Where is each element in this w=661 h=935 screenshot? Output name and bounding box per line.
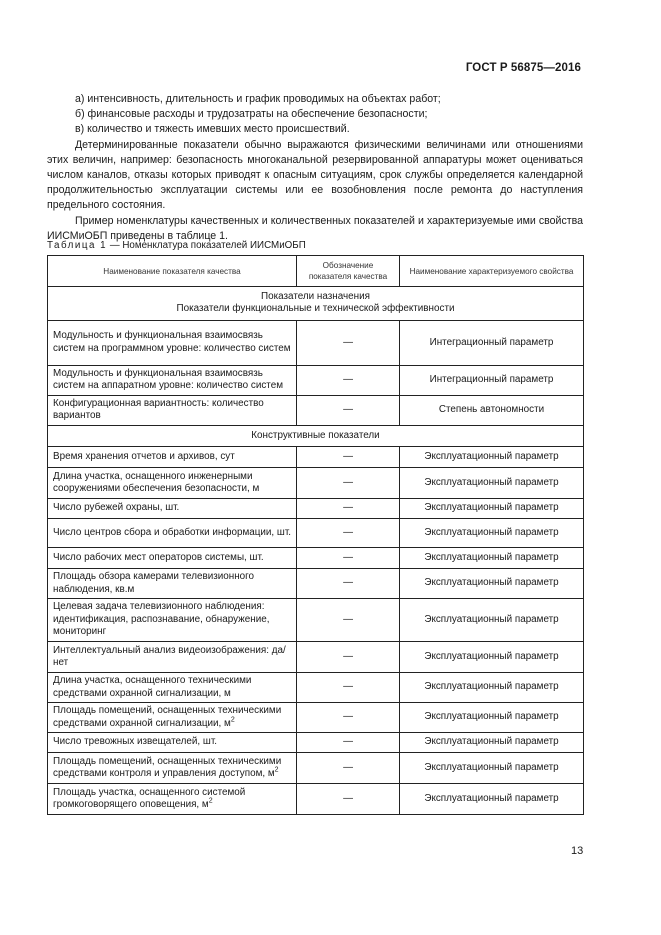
cell-indicator-symbol: — xyxy=(297,519,400,548)
unit-superscript: 2 xyxy=(230,716,235,724)
cell-property-name: Эксплуатационный параметр xyxy=(400,569,584,599)
cell-indicator-symbol: — xyxy=(297,784,400,815)
body-text xyxy=(47,92,583,244)
indicator-name-text: Конфигурационная вариантность: количество вариантов xyxy=(53,397,264,422)
table-caption-text: — Номенклатура показателей ИИСМиОБП xyxy=(107,240,306,251)
cell-property-name: Эксплуатационный параметр xyxy=(400,784,584,815)
section-heading-text: Показатели назначения xyxy=(261,291,370,302)
cell-indicator-symbol: — xyxy=(297,733,400,753)
table-row xyxy=(48,365,584,395)
cell-indicator-name xyxy=(48,320,297,365)
list-item-c: в) количество и тяжесть имевших место происшествий. xyxy=(75,123,350,136)
cell-indicator-symbol: — xyxy=(297,548,400,569)
table-row xyxy=(48,753,584,784)
indicator-name-text: Интеллектуальный анализ видеоизображения: да/нет xyxy=(53,644,286,669)
table-caption-label: Таблица 1 xyxy=(47,240,108,251)
unit-superscript: 2 xyxy=(274,766,279,774)
cell-indicator-symbol: — xyxy=(297,753,400,784)
cell-property-name: Эксплуатационный параметр xyxy=(400,499,584,519)
cell-property-name: Эксплуатационный параметр xyxy=(400,753,584,784)
table-section-row xyxy=(48,425,584,446)
table-row xyxy=(48,395,584,425)
indicator-name-text: Число центров сбора и обработки информации, шт. xyxy=(53,526,291,538)
table-row xyxy=(48,599,584,642)
cell-property-name: Эксплуатационный параметр xyxy=(400,703,584,733)
list-item-b: б) финансовые расходы и трудозатраты на обеспечение безопасности; xyxy=(75,108,428,121)
indicator-name-text: Длина участка, оснащенного техническими средствами охранной сигнализации, м xyxy=(53,675,252,699)
indicator-name-text: Площадь участка, оснащенного системой громкоговорящего оповещения, м xyxy=(53,786,246,811)
indicator-name-text: Время хранения отчетов и архивов, сут xyxy=(53,450,235,462)
cell-property-name: Эксплуатационный параметр xyxy=(400,468,584,499)
cell-indicator-name xyxy=(48,519,297,548)
cell-indicator-symbol: — xyxy=(297,468,400,499)
table-row xyxy=(48,468,584,499)
cell-indicator-name xyxy=(48,703,297,733)
cell-property-name: Эксплуатационный параметр xyxy=(400,642,584,673)
table-row xyxy=(48,569,584,599)
section-heading xyxy=(48,425,584,446)
cell-indicator-symbol: — xyxy=(297,365,400,395)
cell-indicator-name xyxy=(48,673,297,703)
table-caption xyxy=(47,240,306,251)
table-section-row xyxy=(48,287,584,321)
table-header-row xyxy=(48,256,584,287)
table-row xyxy=(48,673,584,703)
cell-indicator-name xyxy=(48,599,297,642)
header-indicator-symbol: Обозначение показателя качества xyxy=(297,256,400,287)
cell-property-name: Интеграционный параметр xyxy=(400,320,584,365)
table-row xyxy=(48,784,584,815)
indicator-name-text: Площадь обзора камерами телевизионного наблюдения, кв.м xyxy=(53,571,255,595)
table-row xyxy=(48,519,584,548)
cell-indicator-symbol: — xyxy=(297,642,400,673)
cell-indicator-symbol: — xyxy=(297,703,400,733)
page-number: 13 xyxy=(571,845,584,857)
cell-indicator-name xyxy=(48,784,297,815)
cell-indicator-symbol: — xyxy=(297,499,400,519)
paragraph-determined: Детерминированные показатели обычно выражаются физическими величинами или отношениями этих величин, например: безопасность многоканальной резервированной аппаратуры может оцениваться числом каналов, отказы которых приводят к опасным ситуациям, срок службы определяется календарной продолжительностью эксплуатации системы или ее возобновления после ремонта до наступления предельного состояния. xyxy=(47,138,583,212)
header-indicator-name: Наименование показателя качества xyxy=(48,256,297,287)
table-row xyxy=(48,447,584,468)
indicator-name-text: Число рубежей охраны, шт. xyxy=(53,502,180,514)
cell-property-name: Эксплуатационный параметр xyxy=(400,733,584,753)
cell-property-name: Эксплуатационный параметр xyxy=(400,599,584,642)
unit-superscript: 2 xyxy=(208,797,213,805)
cell-indicator-symbol: — xyxy=(297,599,400,642)
cell-indicator-name xyxy=(48,569,297,599)
cell-indicator-symbol: — xyxy=(297,569,400,599)
cell-indicator-name xyxy=(48,499,297,519)
cell-property-name: Степень автономности xyxy=(400,395,584,425)
cell-indicator-name xyxy=(48,468,297,499)
cell-indicator-symbol: — xyxy=(297,447,400,468)
indicator-name-text: Площадь помещений, оснащенных техническими средствами охранной сигнализации, м xyxy=(53,705,282,729)
section-heading xyxy=(48,287,584,321)
cell-indicator-symbol: — xyxy=(297,673,400,703)
indicator-name-text: Число тревожных извещателей, шт. xyxy=(53,736,218,748)
table-row xyxy=(48,320,584,365)
nomenclature-table xyxy=(47,255,584,815)
cell-indicator-symbol: — xyxy=(297,395,400,425)
indicator-name-text: Модульность и функциональная взаимосвязь систем на аппаратном уровне: количество систем xyxy=(53,367,283,392)
paragraph-example: Пример номенклатуры качественных и количественных показателей и характеризуемые ими свойства ИИСМиОБП приведены в таблице 1. xyxy=(47,214,583,242)
table-row xyxy=(48,642,584,673)
cell-indicator-name xyxy=(48,753,297,784)
cell-property-name: Эксплуатационный параметр xyxy=(400,519,584,548)
table-body xyxy=(48,287,584,815)
table-row xyxy=(48,733,584,753)
list-item-a: а) интенсивность, длительность и график проводимых на объектах работ; xyxy=(75,93,441,105)
cell-property-name: Эксплуатационный параметр xyxy=(400,673,584,703)
indicator-name-text: Число рабочих мест операторов системы, шт. xyxy=(53,551,264,563)
cell-property-name: Эксплуатационный параметр xyxy=(400,447,584,468)
indicator-name-text: Целевая задача телевизионного наблюдения: идентификация, распознавание, обнаружение, мониторинг xyxy=(53,601,270,638)
section-heading-text: Конструктивные показатели xyxy=(251,429,380,441)
table-row xyxy=(48,548,584,569)
cell-property-name: Интеграционный параметр xyxy=(400,365,584,395)
table-row xyxy=(48,703,584,733)
cell-indicator-name xyxy=(48,733,297,753)
indicator-name-text: Площадь помещений, оснащенных техническими средствами контроля и управления доступом, м xyxy=(53,755,282,780)
cell-indicator-name xyxy=(48,447,297,468)
header-property-name: Наименование характеризуемого свойства xyxy=(400,256,584,287)
document-header: ГОСТ Р 56875—2016 xyxy=(465,62,581,74)
cell-indicator-symbol: — xyxy=(297,320,400,365)
table-row xyxy=(48,499,584,519)
indicator-name-text: Длина участка, оснащенного инженерными сооружениями обеспечения безопасности, м xyxy=(53,470,260,495)
cell-indicator-name xyxy=(48,642,297,673)
cell-indicator-name xyxy=(48,548,297,569)
indicator-name-text: Модульность и функциональная взаимосвязь систем на программном уровне: количество систем xyxy=(53,330,291,354)
section-heading-text: Показатели функциональные и технической эффективности xyxy=(176,303,455,315)
cell-indicator-name xyxy=(48,365,297,395)
cell-indicator-name xyxy=(48,395,297,425)
cell-property-name: Эксплуатационный параметр xyxy=(400,548,584,569)
